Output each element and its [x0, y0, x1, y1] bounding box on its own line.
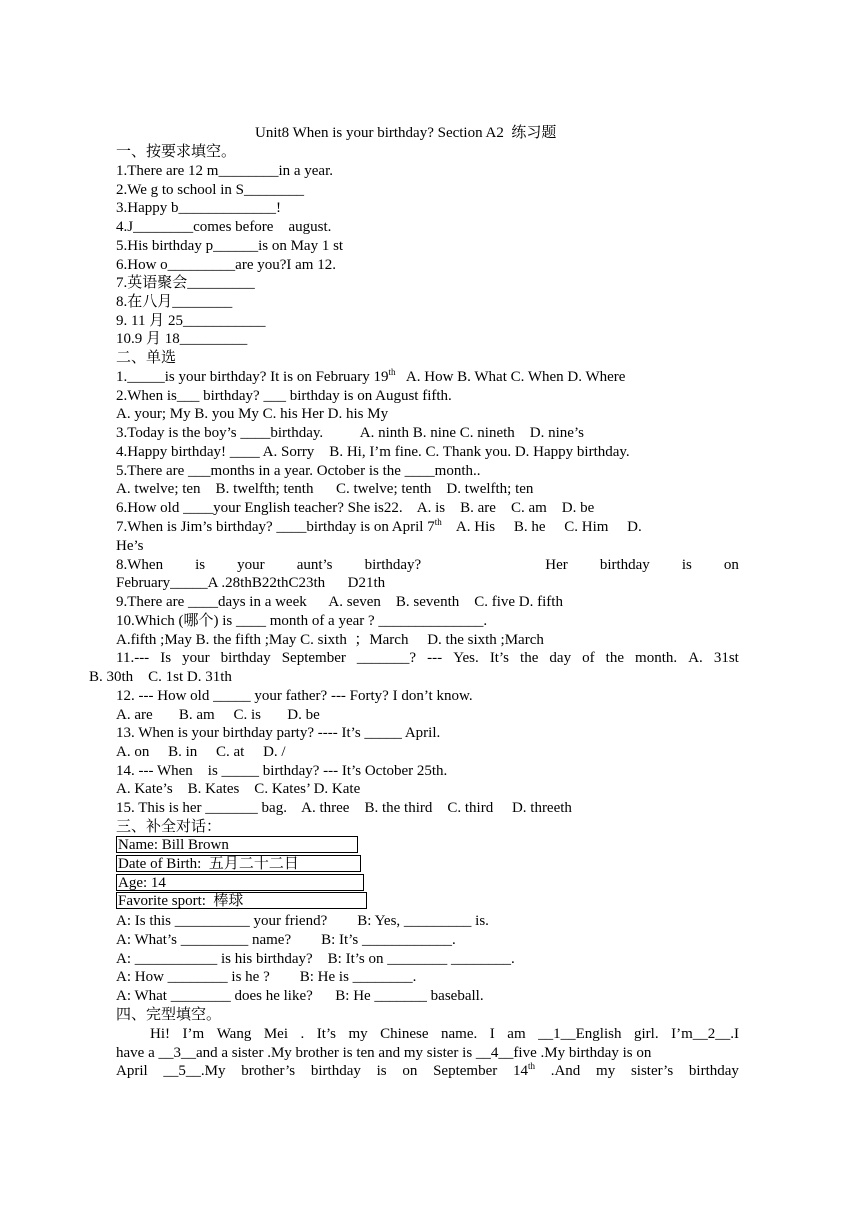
question-line: 2.We g to school in S________ — [116, 182, 304, 198]
superscript: th — [388, 367, 396, 377]
question-line: 14. --- When is _____ birthday? --- It’s October 25th. — [116, 763, 448, 779]
word: April — [116, 1063, 148, 1079]
question-text: 1._____is your birthday? It is on February 19 — [116, 369, 389, 385]
info-card-birth-date: Date of Birth: 五月二十二日 — [116, 855, 361, 872]
word: September — [433, 1063, 498, 1079]
page-title: Unit8 When is your birthday? Section A2 练习题 — [255, 125, 557, 141]
word: _______? — [356, 650, 417, 666]
question-line: 9.There are ____days in a week A. seven B. seventh C. five D. fifth — [116, 594, 563, 610]
word: brother’s — [241, 1063, 296, 1079]
options-line: B. 30th C. 1st D. 31th — [89, 669, 232, 685]
question-line: 12. --- How old _____ your father? --- Forty? I don’t know. — [116, 688, 473, 704]
word: day — [549, 650, 572, 666]
word: I — [489, 1026, 495, 1042]
options-line: February_____A .28thB22thC23th D21th — [116, 575, 386, 591]
question-line: 6.How old ____your English teacher? She is22. A. is B. are C. am D. be — [116, 500, 595, 516]
word: Her — [545, 557, 568, 573]
question-options: A. His B. he C. Him D. — [441, 519, 642, 535]
question-line — [116, 518, 642, 536]
word: Hi! — [150, 1026, 170, 1042]
question-line: 15. This is her _______ bag. A. three B. the third C. third D. threeth — [116, 800, 572, 816]
word: is — [681, 557, 692, 573]
question-line: 6.How o_________are you?I am 12. — [116, 257, 336, 273]
question-line: 5.There are ___months in a year. October is the ____month.. — [116, 463, 481, 479]
options-line: A. twelve; ten B. twelfth; tenth C. twelve; tenth D. twelfth; ten — [116, 481, 534, 497]
word: my — [348, 1026, 368, 1042]
word: --- — [427, 650, 443, 666]
options-line: A. on B. in C. at D. / — [116, 744, 286, 760]
word: I’m__2__.I — [671, 1026, 739, 1042]
question-line-justified — [116, 556, 739, 574]
passage-line: have a __3__and a sister .My brother is ten and my sister is __4__five .My birthday is on — [116, 1045, 652, 1061]
passage-line-justified — [150, 1025, 739, 1043]
question-line: 10.9 月 18_________ — [116, 331, 248, 347]
question-line: 3.Happy b_____________! — [116, 200, 281, 216]
info-card-sport: Favorite sport: 棒球 — [116, 892, 367, 909]
question-text: 7.When is Jim’s birthday? ____birthday is on April 7 — [116, 519, 435, 535]
word-text: 14 — [512, 1063, 528, 1079]
word: Mei — [263, 1026, 289, 1042]
dialog-line: A: ___________ is his birthday? B: It’s on ________ ________. — [116, 951, 515, 967]
question-line: 8.在八月________ — [116, 294, 233, 310]
gap — [453, 556, 513, 574]
word: __1__English — [538, 1026, 622, 1042]
question-line: 4.Happy birthday! ____ A. Sorry B. Hi, I’m fine. C. Thank you. D. Happy birthday. — [116, 444, 630, 460]
question-line: 7.英语聚会_________ — [116, 275, 255, 291]
section-heading-fill-blanks: 一、按要求填空。 — [116, 144, 237, 160]
word: It’s — [316, 1026, 336, 1042]
word: September — [281, 650, 346, 666]
question-options: A. How B. What C. When D. Where — [395, 369, 626, 385]
options-line: A. are B. am C. is D. be — [116, 707, 320, 723]
question-line: 1.There are 12 m________in a year. — [116, 163, 334, 179]
word: girl. — [633, 1026, 659, 1042]
options-line: A.fifth ;May B. the fifth ;May C. sixth ；March D. the sixth ;March — [116, 632, 544, 648]
question-line: 5.His birthday p______is on May 1 st — [116, 238, 344, 254]
word: birthday — [310, 1063, 361, 1079]
word: is — [195, 557, 206, 573]
word: of — [582, 650, 595, 666]
superscript: th — [527, 1061, 535, 1071]
word: Wang — [216, 1026, 252, 1042]
word: .And — [550, 1063, 581, 1079]
word: the — [605, 650, 624, 666]
word: your — [237, 557, 265, 573]
word: on — [402, 1063, 418, 1079]
word: Yes. — [453, 650, 479, 666]
question-line-justified — [116, 649, 739, 667]
options-line: A. Kate’s B. Kates C. Kates’ D. Kate — [116, 781, 361, 797]
word: birthday — [220, 650, 271, 666]
question-line — [116, 368, 625, 386]
word: am — [507, 1026, 526, 1042]
word: Is — [160, 650, 172, 666]
word: 11.--- — [116, 650, 150, 666]
word: It’s — [489, 650, 509, 666]
question-line: 13. When is your birthday party? ---- It’s _____ April. — [116, 725, 441, 741]
question-line: 3.Today is the boy’s ____birthday. A. ninth B. nine C. nineth D. nine’s — [116, 425, 584, 441]
options-line: He’s — [116, 538, 144, 554]
word: on — [723, 557, 739, 573]
section-heading-cloze: 四、完型填空。 — [116, 1007, 222, 1023]
info-card-age: Age: 14 — [116, 874, 364, 891]
section-heading-multiple-choice: 二、单选 — [116, 350, 177, 366]
word: your — [182, 650, 210, 666]
word: . — [300, 1026, 305, 1042]
passage-line-justified — [116, 1062, 739, 1080]
word: __5__.My — [163, 1063, 226, 1079]
question-line: 10.Which (哪个) is ____ month of a year ? ______________. — [116, 613, 488, 629]
word: Chinese — [380, 1026, 429, 1042]
dialog-line: A: Is this __________ your friend? B: Yes, _________ is. — [116, 913, 489, 929]
word: 31st — [713, 650, 739, 666]
word: my — [596, 1063, 616, 1079]
question-line: 4.J________comes before august. — [116, 219, 332, 235]
word: aunt’s — [296, 557, 333, 573]
word: I’m — [182, 1026, 205, 1042]
word — [513, 1062, 535, 1080]
word: birthday — [688, 1063, 739, 1079]
question-line: 2.When is___ birthday? ___ birthday is on August fifth. — [116, 388, 452, 404]
word: 8.When — [116, 557, 164, 573]
dialog-line: A: What’s _________ name? B: It’s ____________. — [116, 932, 456, 948]
word: the — [520, 650, 539, 666]
word: A. — [688, 650, 703, 666]
question-line: 9. 11 月 25___________ — [116, 313, 266, 329]
word: month. — [635, 650, 678, 666]
section-heading-dialog: 三、补全对话： — [116, 819, 222, 835]
dialog-line: A: How ________ is he ? B: He is ________. — [116, 969, 417, 985]
word: is — [376, 1063, 387, 1079]
word: birthday? — [364, 557, 422, 573]
word: birthday — [599, 557, 650, 573]
dialog-line: A: What ________ does he like? B: He _______ baseball. — [116, 988, 484, 1004]
options-line: A. your; My B. you My C. his Her D. his My — [116, 406, 389, 422]
info-card-name: Name: Bill Brown — [116, 836, 358, 853]
superscript: th — [434, 517, 442, 527]
word: name. — [441, 1026, 478, 1042]
word: sister’s — [630, 1063, 674, 1079]
